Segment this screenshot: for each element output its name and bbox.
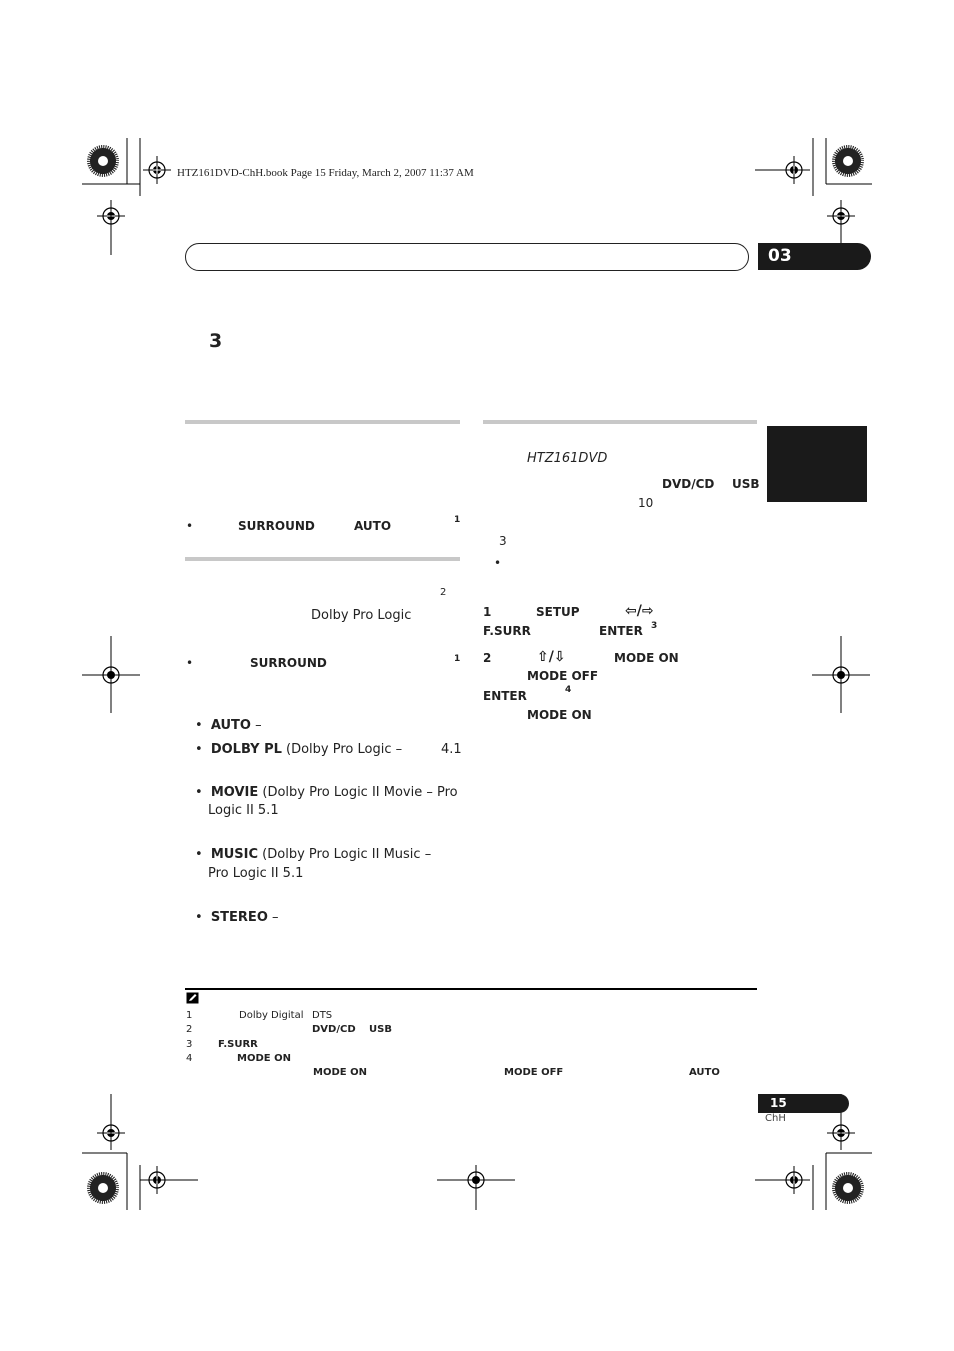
mode-desc-line2: Pro Logic II 5.1 xyxy=(208,866,304,881)
mode-desc: – xyxy=(250,718,262,733)
chapter-title-bar xyxy=(185,243,749,271)
up-down-arrow-icon: ⇧/⇩ xyxy=(537,649,566,665)
note-1 xyxy=(186,1010,756,1024)
left-bullet-1 xyxy=(186,515,461,537)
page-ref-10: 10 xyxy=(638,496,654,510)
note-4-cont xyxy=(186,1067,756,1081)
enter-key: ENTER xyxy=(599,624,643,638)
mode-desc-line2: Logic II 5.1 xyxy=(208,803,279,818)
footnote-ref-4: 4 xyxy=(565,685,572,695)
auto-label: AUTO xyxy=(354,519,392,533)
page-number-badge xyxy=(758,1094,849,1113)
mode-desc: (Dolby Pro Logic II Music – xyxy=(258,847,432,862)
mode-name: STEREO xyxy=(210,910,268,925)
bullet-dot: • xyxy=(195,847,203,862)
page-number: 15 xyxy=(770,1096,787,1110)
note-key: USB xyxy=(369,1024,392,1035)
language-code: ChH xyxy=(765,1113,786,1124)
footnote-ref-3: 3 xyxy=(651,621,658,631)
note-number: 2 xyxy=(186,1024,193,1035)
mode-channel: 4.1 xyxy=(441,742,462,757)
bullet-dot: • xyxy=(195,910,203,925)
left-right-arrow-icon: ⇦/⇨ xyxy=(625,603,654,619)
dvd-cd-key: DVD/CD xyxy=(662,477,715,491)
chapter-number-badge xyxy=(758,243,871,270)
right-section-rule xyxy=(483,420,757,424)
left-section-rule-2 xyxy=(185,557,460,561)
usb-key: USB xyxy=(732,477,760,491)
mode-on-label: MODE ON xyxy=(614,651,679,665)
mode-item-stereo xyxy=(195,910,279,925)
bullet-dot: • xyxy=(195,718,203,733)
note-3 xyxy=(186,1039,756,1053)
mode-desc: – xyxy=(267,910,279,925)
note-2 xyxy=(186,1024,756,1038)
mode-desc: (Dolby Pro Logic – xyxy=(281,742,403,757)
note-key: DVD/CD xyxy=(312,1024,356,1035)
bullet-dot: • xyxy=(186,656,194,670)
mode-item-movie xyxy=(195,785,460,818)
section-heading-number: 3 xyxy=(209,330,223,352)
dolby-pro-logic-text: Dolby Pro Logic xyxy=(311,608,412,623)
left-section-rule-1 xyxy=(185,420,460,424)
note-4 xyxy=(186,1053,756,1067)
note-text: Dolby Digital xyxy=(239,1010,304,1021)
surround-key: SURROUND xyxy=(250,656,327,670)
note-key: MODE ON xyxy=(313,1067,367,1078)
note-number: 4 xyxy=(186,1053,193,1064)
note-key: MODE OFF xyxy=(504,1067,564,1078)
note-key: MODE ON xyxy=(237,1053,291,1064)
notes-rule xyxy=(185,988,757,990)
surround-key: SURROUND xyxy=(238,519,315,533)
enter-key: ENTER xyxy=(483,689,527,703)
mode-item-auto xyxy=(195,718,262,733)
mode-item-music xyxy=(195,847,460,881)
step-1-number: 1 xyxy=(483,605,492,619)
setup-key: SETUP xyxy=(536,605,580,619)
note-key: F.SURR xyxy=(218,1039,258,1050)
footnote-ref-1: 1 xyxy=(454,515,461,525)
mode-name: AUTO xyxy=(210,718,251,733)
mode-desc: (Dolby Pro Logic II Movie – Pro xyxy=(258,785,458,800)
mode-name: MOVIE xyxy=(210,785,259,800)
book-file-header: HTZ161DVD-ChH.book Page 15 Friday, March 2, 2007 11:37 AM xyxy=(177,167,474,179)
model-name: HTZ161DVD xyxy=(527,451,608,466)
f-surr-key: F.SURR xyxy=(483,624,531,638)
note-number: 1 xyxy=(186,1010,193,1021)
footnote-ref-1b: 1 xyxy=(454,654,461,664)
note-number: 3 xyxy=(186,1039,193,1050)
language-side-tab xyxy=(767,426,867,502)
bullet-dot: • xyxy=(494,556,502,570)
footnote-ref-2: 2 xyxy=(440,587,447,598)
mode-name: MUSIC xyxy=(210,847,259,862)
page-ref-3: 3 xyxy=(499,534,507,548)
bullet-dot: • xyxy=(195,785,203,800)
left-bullet-2 xyxy=(186,656,461,674)
note-key: AUTO xyxy=(689,1067,720,1078)
mode-on-label-2: MODE ON xyxy=(527,708,592,722)
mode-off-label: MODE OFF xyxy=(527,669,599,683)
note-text: DTS xyxy=(312,1010,333,1021)
note-icon xyxy=(186,992,199,1004)
mode-item-dolby-pl xyxy=(195,742,460,757)
step-2-number: 2 xyxy=(483,651,492,665)
bullet-dot: • xyxy=(195,742,203,757)
bullet-dot: • xyxy=(186,519,194,533)
chapter-number: 03 xyxy=(768,246,792,266)
mode-name: DOLBY PL xyxy=(210,742,282,757)
